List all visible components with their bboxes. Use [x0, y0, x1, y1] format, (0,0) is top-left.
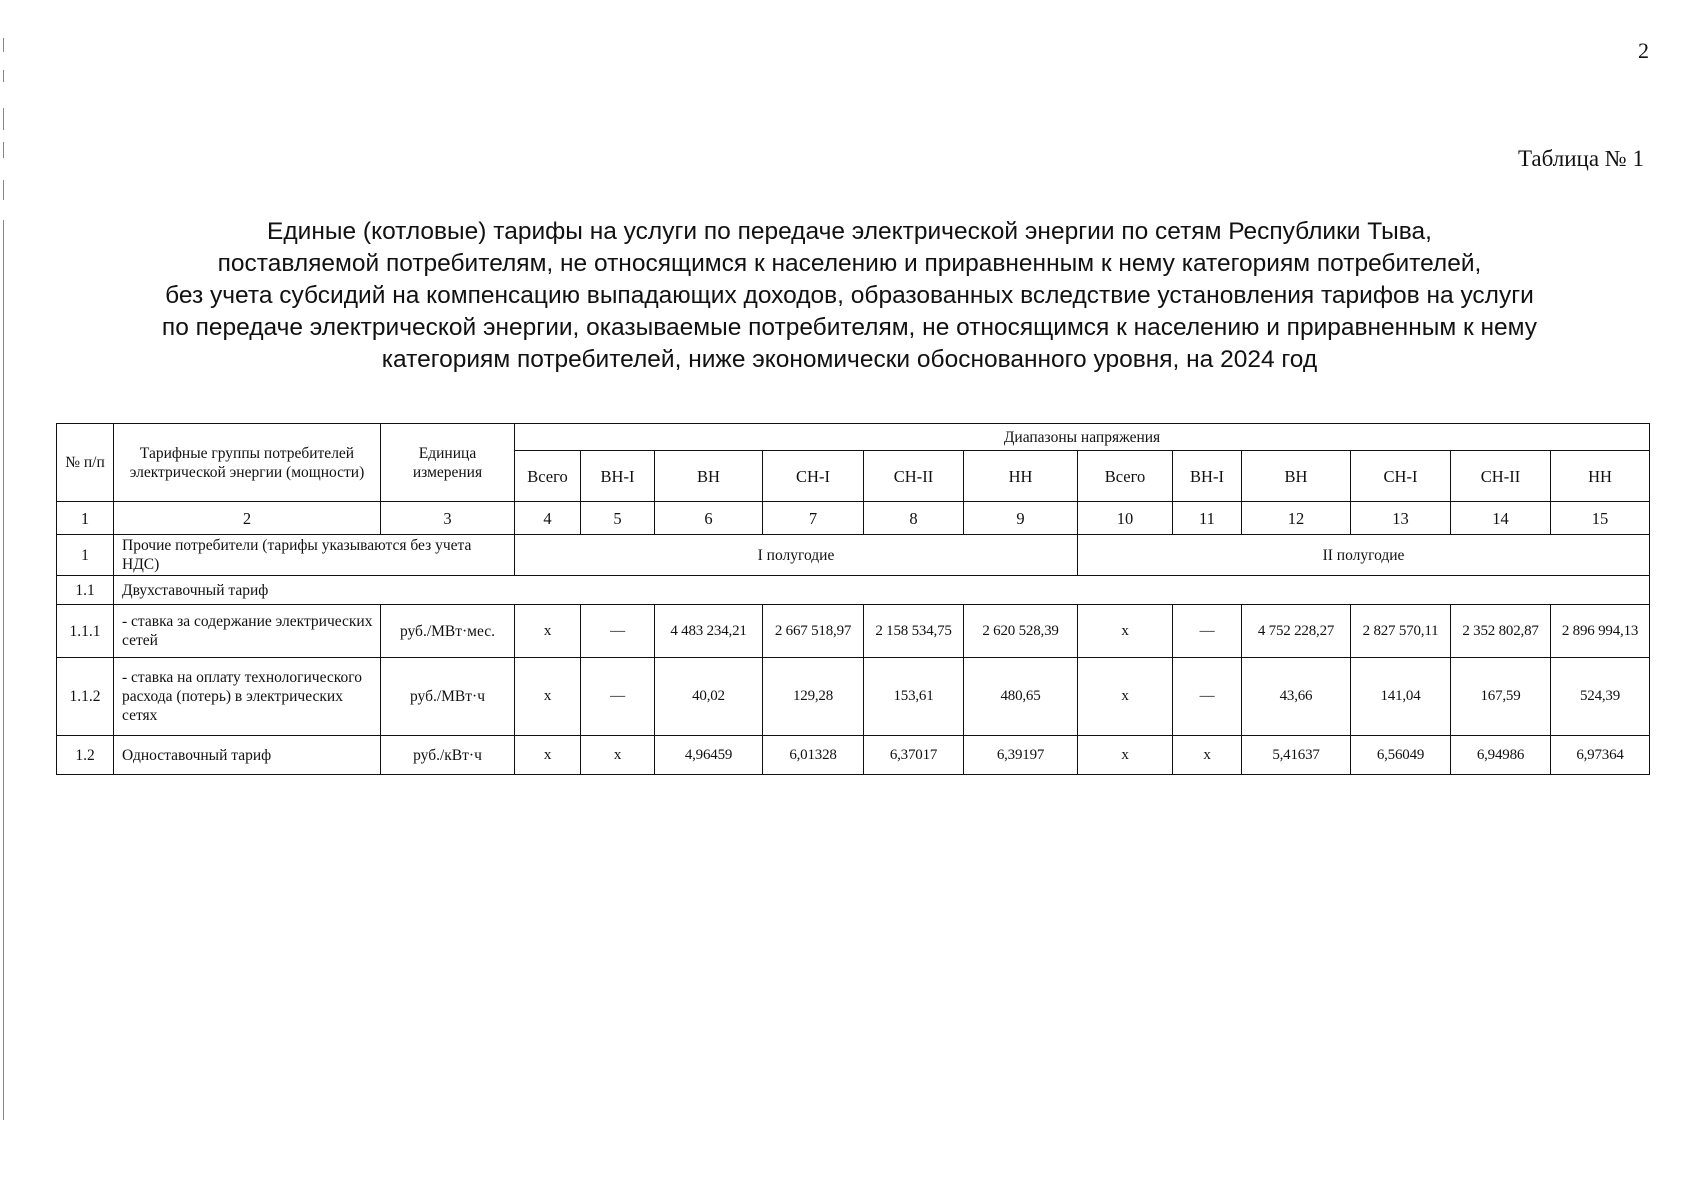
row-value: —: [1173, 658, 1242, 736]
title-line: Единые (котловые) тарифы на услуги по передаче электрической энергии по сетям Республики Тыва,: [267, 218, 1432, 245]
column-number: 12: [1242, 502, 1351, 535]
row-value: х: [1078, 605, 1173, 658]
column-number: 14: [1451, 502, 1551, 535]
header-voltage-level: СН-I: [1351, 451, 1451, 502]
column-number: 9: [964, 502, 1078, 535]
title-line: без учета субсидий на компенсацию выпадающих доходов, образованных вследствие установления тарифов на услуги: [165, 282, 1534, 309]
header-voltage-level: ВН-I: [581, 451, 655, 502]
header-voltage-level: СН-II: [864, 451, 964, 502]
group-num: 1: [57, 535, 114, 576]
header-voltage-ranges: Диапазоны напряжения: [515, 424, 1650, 451]
row-value: 129,28: [763, 658, 864, 736]
column-number: 11: [1173, 502, 1242, 535]
row-value: 5,41637: [1242, 736, 1351, 775]
row-unit: руб./МВт·ч: [381, 658, 515, 736]
row-label: - ставка на оплату технологического расхода (потерь) в электрических сетях: [114, 658, 381, 736]
row-value: 2 827 570,11: [1351, 605, 1451, 658]
row-value: —: [581, 658, 655, 736]
row-value: —: [1173, 605, 1242, 658]
column-number: 7: [763, 502, 864, 535]
header-voltage-level: ВН: [1242, 451, 1351, 502]
row-value: 6,97364: [1551, 736, 1650, 775]
row-value: х: [1078, 736, 1173, 775]
table-header-row: [57, 424, 1650, 451]
row-value: х: [1078, 658, 1173, 736]
header-unit: Единица измерения: [381, 424, 515, 502]
group-row: [57, 535, 1650, 576]
header-voltage-level: ВН-I: [1173, 451, 1242, 502]
row-value: 2 896 994,13: [1551, 605, 1650, 658]
row-value: 480,65: [964, 658, 1078, 736]
row-value: х: [581, 736, 655, 775]
row-value: 6,01328: [763, 736, 864, 775]
row-label: Одноставочный тариф: [114, 736, 381, 775]
table-row: [57, 658, 1650, 736]
header-tariff-groups: Тарифные группы потребителей электрической энергии (мощности): [114, 424, 381, 502]
document-title: [100, 216, 1599, 376]
row-value: 4 483 234,21: [655, 605, 763, 658]
row-value: 6,56049: [1351, 736, 1451, 775]
row-unit: руб./кВт·ч: [381, 736, 515, 775]
column-number: 13: [1351, 502, 1451, 535]
header-voltage-level: Всего: [515, 451, 581, 502]
row-value: 4 752 228,27: [1242, 605, 1351, 658]
row-value: 2 158 534,75: [864, 605, 964, 658]
table-caption: Таблица № 1: [1517, 146, 1644, 171]
column-number: 1: [57, 502, 114, 535]
header-num: № п/п: [57, 424, 114, 502]
table-row: [57, 605, 1650, 658]
header-voltage-level: НН: [1551, 451, 1650, 502]
column-number: 2: [114, 502, 381, 535]
row-value: х: [1173, 736, 1242, 775]
scan-edge-marks: [3, 30, 5, 1030]
column-number: 6: [655, 502, 763, 535]
title-line: поставляемой потребителям, не относящимся к населению и приравненным к нему категориям потребителей,: [217, 250, 1482, 277]
group-label: Прочие потребители (тарифы указываются без учета НДС): [114, 535, 515, 576]
row-value: 141,04: [1351, 658, 1451, 736]
tariff-table: [56, 423, 1650, 775]
row-value: 167,59: [1451, 658, 1551, 736]
column-number: 4: [515, 502, 581, 535]
row-value: 524,39: [1551, 658, 1650, 736]
column-number-row: [57, 502, 1650, 535]
row-value: 4,96459: [655, 736, 763, 775]
half-year-2-label: II полугодие: [1078, 535, 1650, 576]
title-line: по передаче электрической энергии, оказываемые потребителям, не относящимся к населению и приравненным к нему: [161, 314, 1538, 341]
row-value: 6,94986: [1451, 736, 1551, 775]
column-number: 8: [864, 502, 964, 535]
row-value: 2 620 528,39: [964, 605, 1078, 658]
column-number: 3: [381, 502, 515, 535]
row-value: 40,02: [655, 658, 763, 736]
row-value: х: [515, 658, 581, 736]
row-num: 1.1.2: [57, 658, 114, 736]
title-line: категориям потребителей, ниже экономически обоснованного уровня, на 2024 год: [381, 346, 1318, 373]
page-number: 2: [1638, 38, 1649, 63]
row-num: 1.2: [57, 736, 114, 775]
row-value: х: [515, 736, 581, 775]
header-voltage-level: НН: [964, 451, 1078, 502]
row-value: 2 352 802,87: [1451, 605, 1551, 658]
row-unit: руб./МВт·мес.: [381, 605, 515, 658]
row-value: —: [581, 605, 655, 658]
header-voltage-level: СН-II: [1451, 451, 1551, 502]
table-row: [57, 736, 1650, 775]
subgroup-row: [57, 576, 1650, 605]
subgroup-label: Двухставочный тариф: [114, 576, 1650, 605]
row-value: х: [515, 605, 581, 658]
column-number: 10: [1078, 502, 1173, 535]
row-value: 153,61: [864, 658, 964, 736]
header-voltage-level: ВН: [655, 451, 763, 502]
column-number: 5: [581, 502, 655, 535]
row-value: 6,37017: [864, 736, 964, 775]
row-label: - ставка за содержание электрических сетей: [114, 605, 381, 658]
subgroup-num: 1.1: [57, 576, 114, 605]
row-num: 1.1.1: [57, 605, 114, 658]
header-voltage-level: Всего: [1078, 451, 1173, 502]
row-value: 43,66: [1242, 658, 1351, 736]
half-year-1-label: I полугодие: [515, 535, 1078, 576]
row-value: 6,39197: [964, 736, 1078, 775]
column-number: 15: [1551, 502, 1650, 535]
row-value: 2 667 518,97: [763, 605, 864, 658]
header-voltage-level: СН-I: [763, 451, 864, 502]
